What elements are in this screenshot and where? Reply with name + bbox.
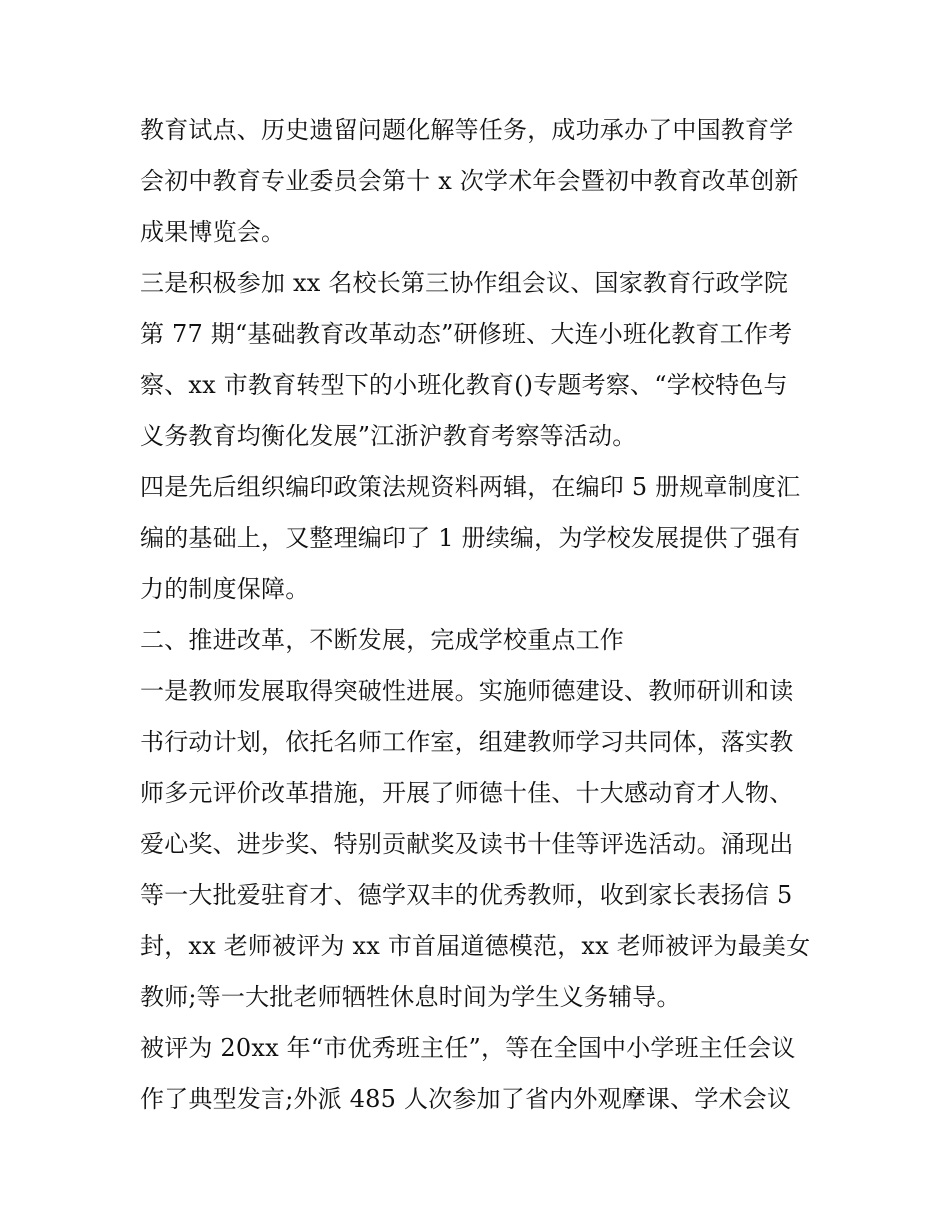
- text-line-19: 被评为 20xx 年“市优秀班主任”，等在全国中小学班主任会议: [140, 1034, 796, 1062]
- text-line-17: 封，xx 老师被评为 xx 市首届道德模范，xx 老师被评为最美女: [140, 932, 811, 960]
- text-line-7: 义务教育均衡化发展”江浙沪教育考察等活动。: [140, 422, 637, 450]
- section-heading: 二、推进改革，不断发展，完成学校重点工作: [140, 626, 624, 654]
- text-line-18: 教师;等一大批老师牺牲休息时间为学生义务辅导。: [140, 983, 681, 1011]
- text-line-5: 第 77 期“基础教育改革动态”研修班、大连小班化教育工作考: [140, 320, 793, 348]
- text-line-13: 书行动计划，依托名师工作室，组建教师学习共同体，落实教: [140, 728, 794, 756]
- text-line-10: 力的制度保障。: [140, 575, 310, 603]
- text-line-8: 四是先后组织编印政策法规资料两辑，在编印 5 册规章制度汇: [140, 473, 801, 501]
- text-line-1: 教育试点、历史遗留问题化解等任务，成功承办了中国教育学: [140, 116, 794, 144]
- text-line-6: 察、xx 市教育转型下的小班化教育()专题考察、“学校特色与: [140, 371, 788, 399]
- text-line-3: 成果博览会。: [140, 218, 286, 246]
- text-line-20: 作了典型发言;外派 485 人次参加了省内外观摩课、学术会议: [140, 1085, 792, 1113]
- text-line-9: 编的基础上，又整理编印了 1 册续编，为学校发展提供了强有: [140, 524, 801, 552]
- text-line-15: 爱心奖、进步奖、特别贡献奖及读书十佳等评选活动。涌现出: [140, 830, 794, 858]
- text-line-12: 一是教师发展取得突破性进展。实施师德建设、教师研训和读: [140, 677, 794, 705]
- text-line-4: 三是积极参加 xx 名校长第三协作组会议、国家教育行政学院: [140, 269, 789, 297]
- text-line-16: 等一大批爱驻育才、德学双丰的优秀教师，收到家长表扬信 5: [140, 881, 793, 909]
- text-line-14: 师多元评价改革措施，开展了师德十佳、十大感动育才人物、: [140, 779, 794, 807]
- text-line-2: 会初中教育专业委员会第十 x 次学术年会暨初中教育改革创新: [140, 167, 799, 195]
